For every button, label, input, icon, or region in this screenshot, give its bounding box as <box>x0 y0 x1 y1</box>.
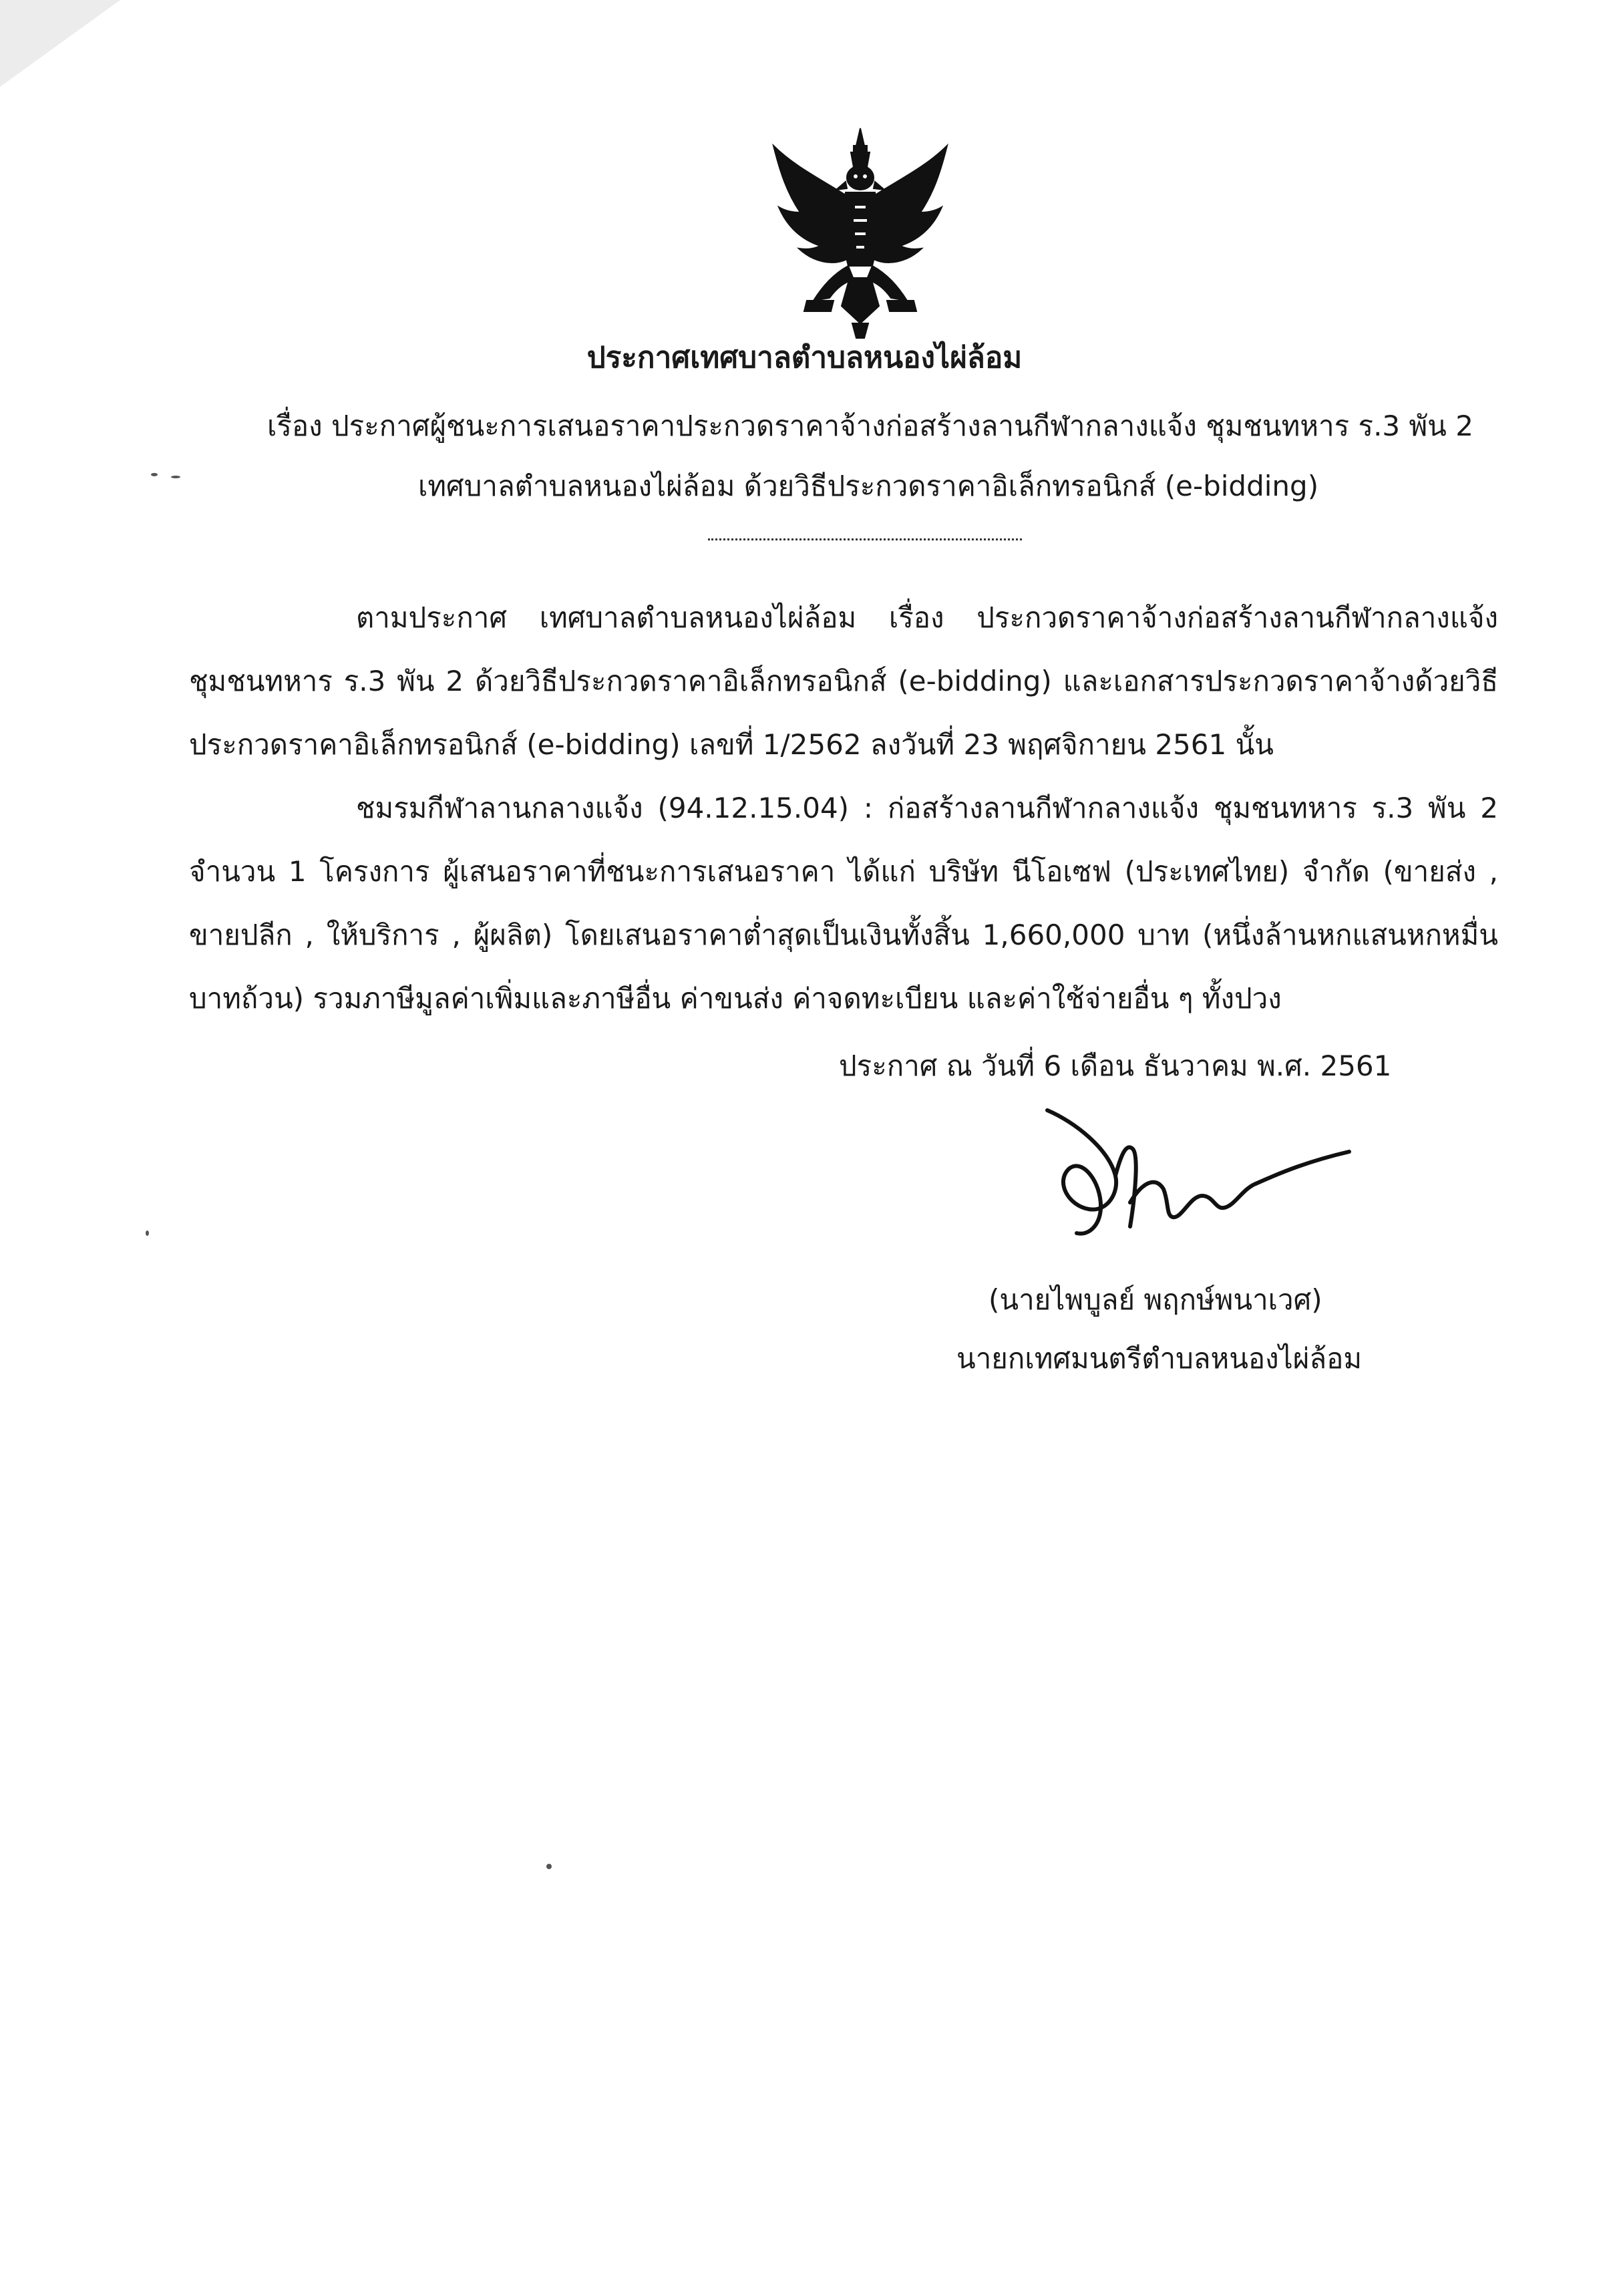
body-paragraph-2: ชมรมกีฬาลานกลางแจ้ง (94.12.15.04) : ก่อสร้างลานกีฬากลางแจ้ง ชุมชนทหาร ร.3 พัน 2 จำนวน 1 โครงการ ผู้เสนอราคาที่ชนะการเสนอราคา ได้แก่ บริษัท นีโอเซฟ (ประเทศไทย) จำกัด (ขายส่ง , ขายปลีก , ให้บริการ , ผู้ผลิต) โดยเสนอราคาต่ำสุดเป็นเงินทั้งสิ้น 1,660,000 บาท (หนึ่งล้านหกแสนหกหมื่นบาทถ้วน) รวมภาษีมูลค่าเพิ่มและภาษีอื่น ค่าขนส่ง ค่าจดทะเบียน และค่าใช้จ่ายอื่น ๆ ทั้งปวง <box>189 792 1498 1015</box>
document-title: ประกาศเทศบาลตำบลหนองไผ่ล้อม <box>586 341 1023 375</box>
subject-line-1: เรื่อง ประกาศผู้ชนะการเสนอราคาประกวดราคาจ้างก่อสร้างลานกีฬากลางแจ้ง ชุมชนทหาร ร.3 พัน 2 <box>267 409 1473 442</box>
paper-speck <box>546 1864 552 1869</box>
announcement-date: ประกาศ ณ วันที่ 6 เดือน ธันวาคม พ.ศ. 2561 <box>839 1049 1392 1082</box>
paper-speck <box>171 476 180 478</box>
body-paragraph-1: ตามประกาศ เทศบาลตำบลหนองไผ่ล้อม เรื่อง ประกวดราคาจ้างก่อสร้างลานกีฬากลางแจ้ง ชุมชนทหาร ร.3 พัน 2 ด้วยวิธีประกวดราคาอิเล็กทรอนิกส์ (e-bidding) และเอกสารประกวดราคาจ้างด้วยวิธีประกวดราคาอิเล็กทรอนิกส์ (e-bidding) เลขที่ 1/2562 ลงวันที่ 23 พฤศจิกายน 2561 นั้น <box>189 601 1498 761</box>
handwritten-signature <box>1015 1102 1363 1256</box>
subject-line-2: เทศบาลตำบลหนองไผ่ล้อม ด้วยวิธีประกวดราคาอิเล็กทรอนิกส์ (e-bidding) <box>418 470 1319 502</box>
dotted-divider <box>708 538 1022 540</box>
signer-title: นายกเทศมนตรีตำบลหนองไผ่ล้อม <box>956 1342 1363 1375</box>
signer-name: (นายไพบูลย์ พฤกษ์พนาเวศ) <box>989 1283 1322 1316</box>
page-corner-fold <box>0 0 120 87</box>
paper-speck <box>151 473 158 476</box>
garuda-emblem-icon <box>767 126 954 339</box>
paper-speck <box>146 1231 149 1236</box>
